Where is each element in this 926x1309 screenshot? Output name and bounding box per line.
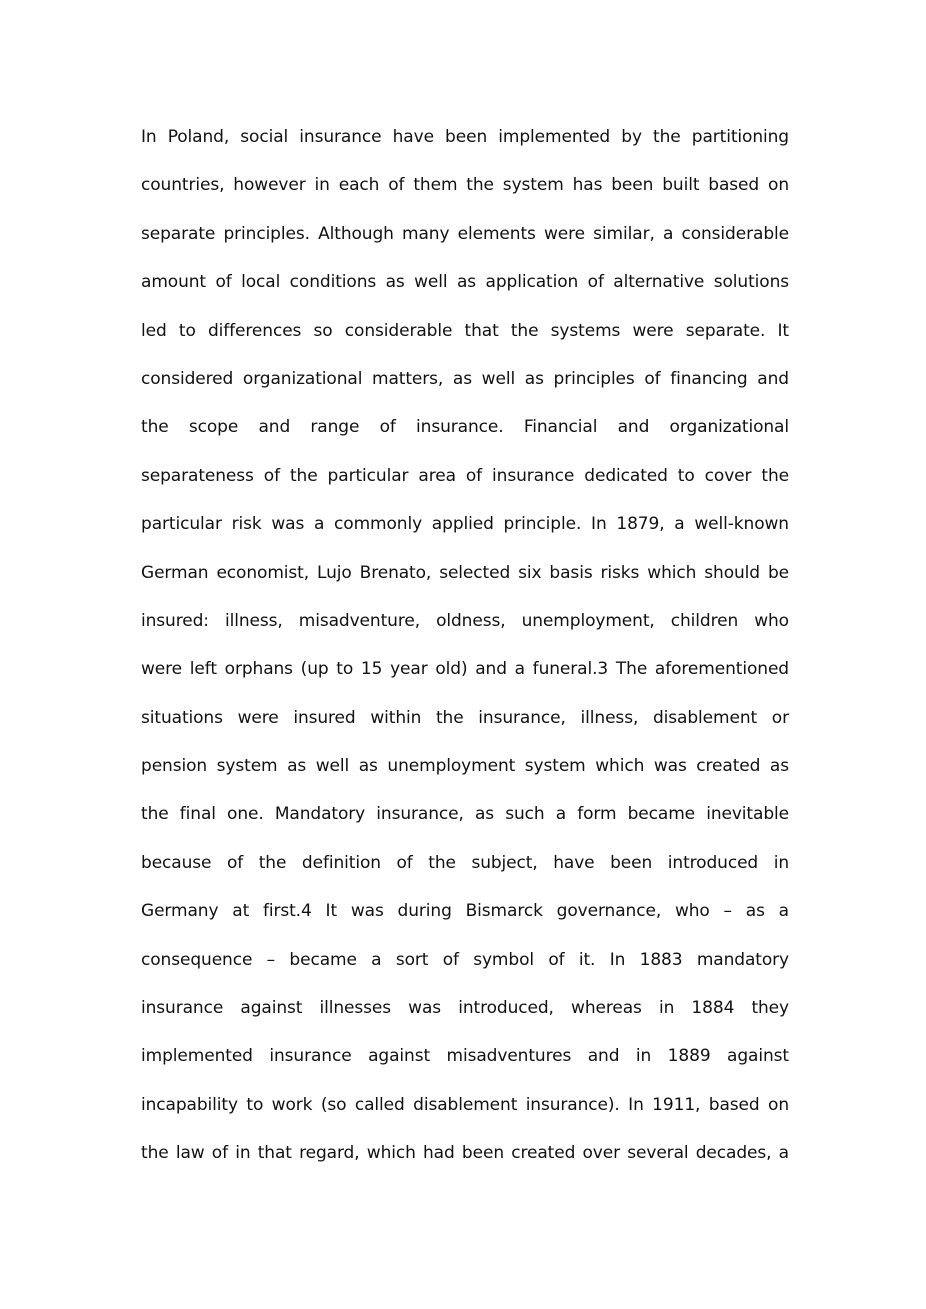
text-line-16: because of the definition of the subject, have been introduced in xyxy=(141,852,789,873)
text-line-18: consequence – became a sort of symbol of it. In 1883 mandatory xyxy=(141,949,789,970)
text-line-17: Germany at first.4 It was during Bismarck governance, who – as a xyxy=(141,901,789,922)
text-line-11: insured: illness, misadventure, oldness, unemployment, children who xyxy=(141,610,789,631)
text-line-5: led to differences so considerable that the systems were separate. It xyxy=(141,320,789,341)
text-line-3: separate principles. Although many elements were similar, a considerable xyxy=(141,223,789,244)
text-line-8: separateness of the particular area of insurance dedicated to cover the xyxy=(141,465,789,486)
text-line-7: the scope and range of insurance. Financial and organizational xyxy=(141,417,789,438)
text-line-12: were left orphans (up to 15 year old) and a funeral.3 The aforementioned xyxy=(141,659,789,680)
text-line-20: implemented insurance against misadventures and in 1889 against xyxy=(141,1046,789,1067)
text-line-10: German economist, Lujo Brenato, selected six basis risks which should be xyxy=(141,562,789,583)
text-line-15: the final one. Mandatory insurance, as such a form became inevitable xyxy=(141,804,789,825)
text-line-22: the law of in that regard, which had been created over several decades, a xyxy=(141,1143,789,1164)
text-line-14: pension system as well as unemployment system which was created as xyxy=(141,756,789,777)
text-line-4: amount of local conditions as well as application of alternative solutions xyxy=(141,272,789,293)
text-line-21: incapability to work (so called disablement insurance). In 1911, based on xyxy=(141,1094,789,1115)
text-line-2: countries, however in each of them the system has been built based on xyxy=(141,175,789,196)
text-line-9: particular risk was a commonly applied principle. In 1879, a well-known xyxy=(141,514,789,535)
text-line-1: In Poland, social insurance have been implemented by the partitioning xyxy=(141,127,789,147)
text-line-13: situations were insured within the insurance, illness, disablement or xyxy=(141,707,789,728)
body-paragraph xyxy=(141,113,789,1178)
text-line-6: considered organizational matters, as well as principles of financing and xyxy=(141,368,789,389)
text-line-19: insurance against illnesses was introduced, whereas in 1884 they xyxy=(141,998,789,1019)
